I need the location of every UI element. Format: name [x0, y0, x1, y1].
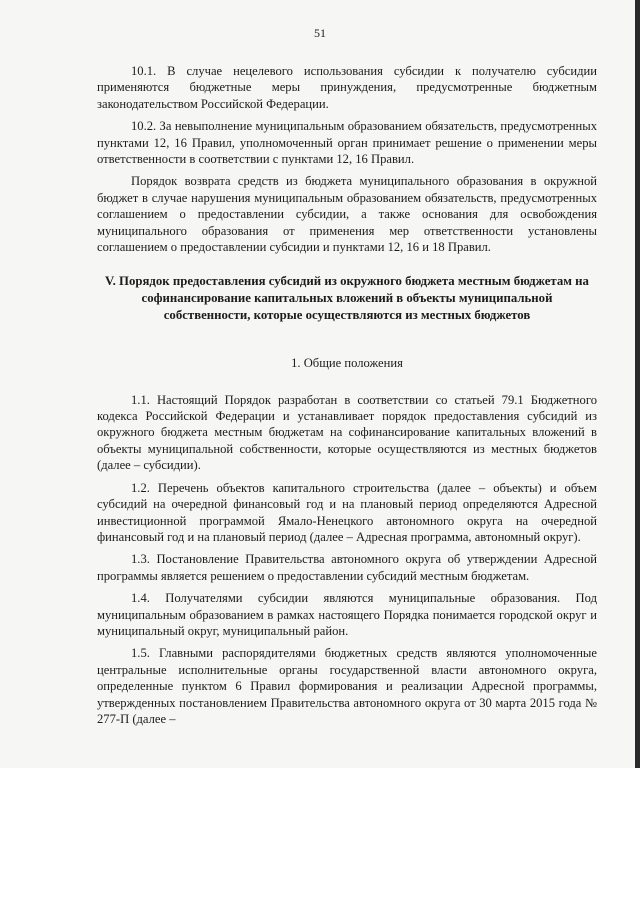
paragraph-1-2: 1.2. Перечень объектов капитального строительства (далее – объекты) и объем субсидий на очередной финансовый год и на плановый период определяются Адресной инвестиционной программой Ямало-Ненецкого автономного округа на очередной финансовый год и на плановый период (далее – Адресная программа, автономный округ).	[97, 480, 597, 544]
paragraph-10-1: 10.1. В случае нецелевого использования субсидии к получателю субсидии применяются бюджетные меры принуждения, предусмотренные бюджетным законодательством Российской Федерации.	[97, 64, 597, 111]
subsection-heading: 1. Общие положения	[291, 356, 403, 371]
paragraph-refund-procedure: Порядок возврата средств из бюджета муниципального образования в окружной бюджет в случае нарушения муниципальным образованием обязательств, предусмотренных соглашением о предоставлении субсидии, а также основания для освобождения муниципального образования от применения мер ответственности установлены соглашением о предоставлении субсидии и пунктами 12, 16 и 18 Правил.	[97, 174, 597, 255]
paragraph-10-2: 10.2. За невыполнение муниципальным образованием обязательств, предусмотренных пунктами 12, 16 Правил, уполномоченный орган принимает решение о применении меры ответственности в соответствии с пунктами 12, 16 Правил.	[97, 119, 597, 167]
page-number: 51	[314, 26, 326, 40]
document-body	[97, 63, 597, 733]
blank-margin	[0, 768, 640, 905]
paragraph-1-3: 1.3. Постановление Правительства автономного округа об утверждении Адресной программы является решением о предоставлении субсидий местным бюджетам.	[97, 552, 597, 583]
paragraph-1-4: 1.4. Получателями субсидии являются муниципальные образования. Под муниципальным образованием в рамках настоящего Порядка понимается городской округ и муниципальный округ, муниципальный район.	[97, 591, 597, 638]
section-heading: V. Порядок предоставления субсидий из окружного бюджета местным бюджетам на софинансирование капитальных вложений в объекты муниципальной собственности, которые осуществляются из местных бюджетов	[105, 274, 589, 322]
paragraph-1-5: 1.5. Главными распорядителями бюджетных средств являются уполномоченные центральные исполнительные органы государственной власти автономного округа, определенные пунктом 6 Правил формирования и реализации Адресной программы, утвержденных постановлением Правительства автономного округа от 30 марта 2015 года № 277-П (далее –	[97, 646, 597, 726]
paragraph-1-1: 1.1. Настоящий Порядок разработан в соответствии со статьей 79.1 Бюджетного кодекса Российской Федерации и устанавливает порядок предоставления субсидий из окружного бюджета местным бюджетам на софинансирование капитальных вложений в объекты муниципальной собственности, которые осуществляются из местных бюджетов (далее – субсидии).	[97, 392, 597, 473]
